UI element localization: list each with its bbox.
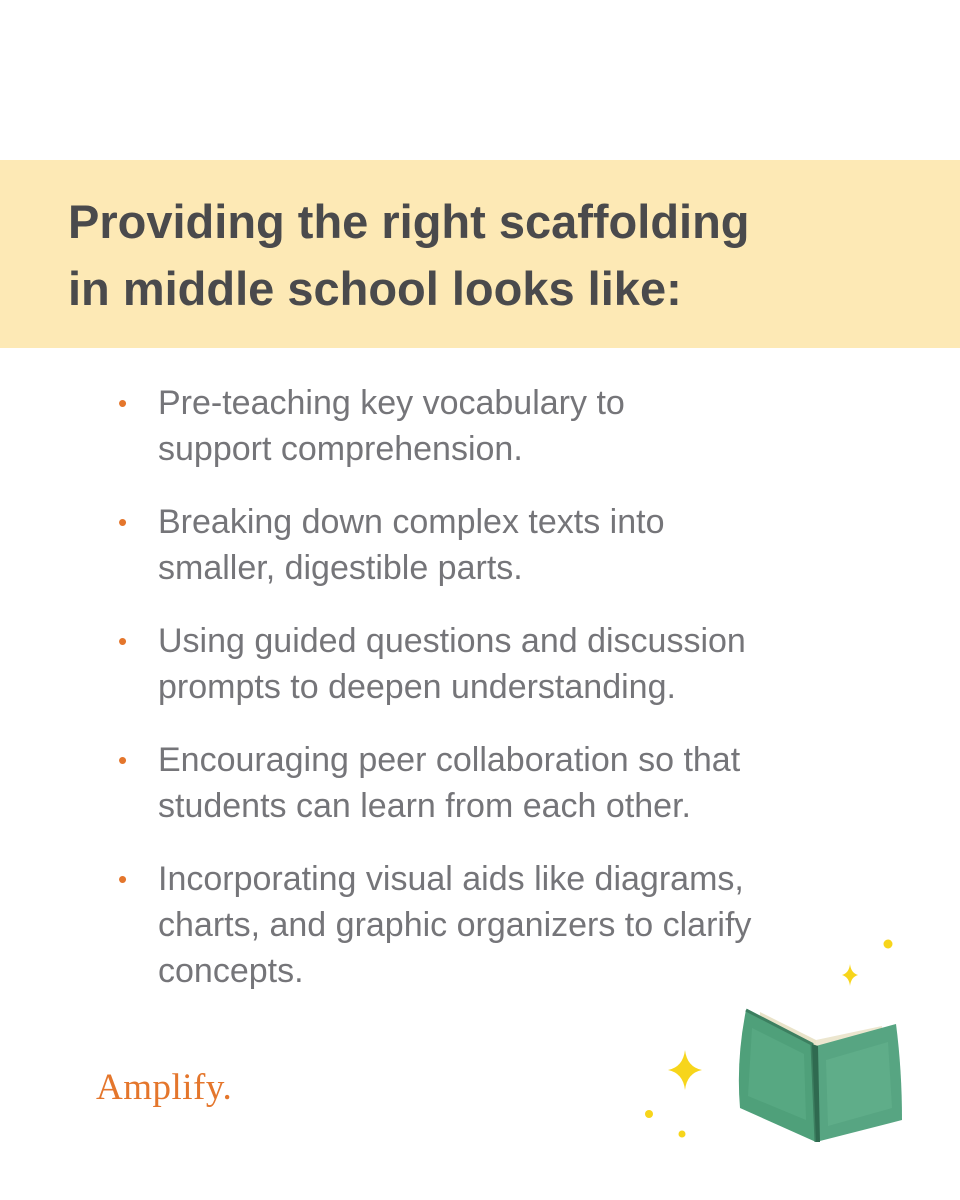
sparkle-dot — [679, 1131, 686, 1138]
sparkle-icon — [842, 964, 858, 986]
book-illustration — [620, 920, 950, 1180]
list-item — [118, 499, 818, 591]
open-book-icon — [739, 1010, 902, 1142]
sparkle-icon — [668, 1050, 702, 1090]
list-item-text: Incorporating visual aids like diagrams, — [158, 860, 744, 898]
list-item-text: Using guided questions and discussion — [158, 622, 746, 660]
bullet-marker: • — [118, 626, 128, 656]
title-line-1: Providing the right scaffolding — [68, 195, 750, 248]
bullet-marker: • — [118, 864, 128, 894]
list-item-text: prompts to deepen understanding. — [158, 668, 676, 706]
bullet-marker: • — [118, 388, 128, 418]
list-item-text: students can learn from each other. — [158, 787, 691, 825]
list-item — [118, 737, 818, 829]
list-item-text: smaller, digestible parts. — [158, 549, 523, 587]
bullet-marker: • — [118, 507, 128, 537]
list-item-text: Breaking down complex texts into — [158, 503, 665, 541]
bullet-marker: • — [118, 745, 128, 775]
sparkle-dot — [645, 1110, 653, 1118]
amplify-logo: Amplify. — [96, 1067, 233, 1108]
list-item-text: Encouraging peer collaboration so that — [158, 741, 741, 779]
list-item — [118, 618, 818, 710]
list-item-text: concepts. — [158, 952, 304, 990]
list-item-text: Pre-teaching key vocabulary to — [158, 384, 625, 422]
list-item-text: support comprehension. — [158, 430, 523, 468]
sparkle-dot — [884, 940, 893, 949]
page-title — [68, 188, 928, 322]
list-item — [118, 380, 818, 472]
title-line-2: in middle school looks like: — [68, 262, 682, 315]
list-item-text: charts, and graphic organizers to clarify — [158, 906, 752, 944]
